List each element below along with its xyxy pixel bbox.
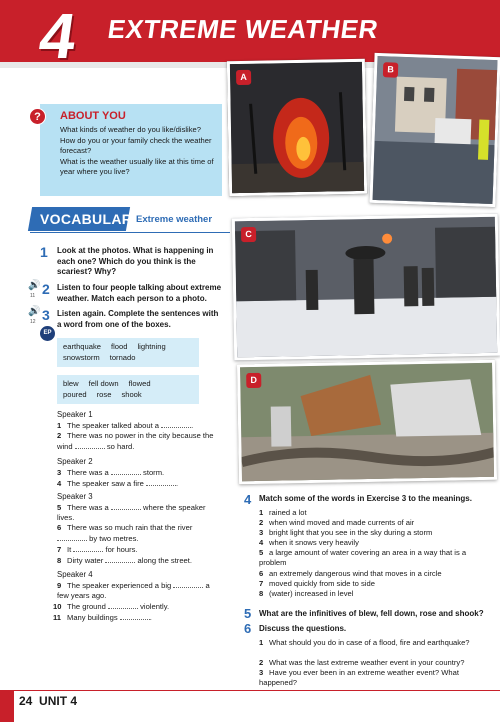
flood-image <box>372 56 500 207</box>
sentence: 7 It for hours. <box>57 545 138 554</box>
word-box-nouns <box>57 338 199 367</box>
photo-a <box>227 59 367 196</box>
question-icon: ? <box>29 108 46 125</box>
exercise-5-number: 5 <box>244 606 252 621</box>
photo-c <box>232 214 500 361</box>
snowstorm-image <box>235 217 500 361</box>
sentence: 2 There was no power in the city because the wind so hard. <box>57 431 214 451</box>
word: snowstorm <box>63 352 100 362</box>
audio-icon[interactable]: 🔊 <box>28 280 41 291</box>
photo-b <box>369 53 500 207</box>
meaning-item: 7 moved quickly from side to side <box>259 579 375 588</box>
word: blew <box>63 379 79 388</box>
exercise-1-number: 1 <box>40 244 48 260</box>
exercise-6-number: 6 <box>244 621 252 636</box>
speaker-heading: Speaker 3 <box>57 492 93 501</box>
meaning-item: 2 when wind moved and made currents of air <box>259 518 415 527</box>
photo-label-a: A <box>236 70 251 85</box>
photo-label-b: B <box>383 62 399 78</box>
photo-d <box>237 360 497 484</box>
answer-gap[interactable] <box>108 601 138 609</box>
answer-gap[interactable] <box>75 441 105 449</box>
unit-number: 4 <box>34 0 81 72</box>
about-you-questions <box>60 125 220 178</box>
about-question: What is the weather usually like at this time of year where you live? <box>60 156 214 176</box>
exercise-3-number: 3 <box>42 307 50 323</box>
discussion-question: 3 Have you ever been in an extreme weather event? What happened? <box>259 668 459 687</box>
discussion-question: 2 What was the last extreme weather event in your country? <box>259 658 465 667</box>
page-number: 24 <box>19 694 33 708</box>
sentence: 3 There was a storm. <box>57 468 165 477</box>
sentence: 4 The speaker saw a fire . <box>57 479 179 488</box>
extra-practice-badge: EP <box>40 326 55 341</box>
vocabulary-rule <box>30 232 230 233</box>
meaning-item: 8 (water) increased in level <box>259 589 354 598</box>
speaker-heading: Speaker 2 <box>57 457 93 466</box>
sentence: 5 There was a where the speaker lives. <box>57 503 206 522</box>
audio-icon[interactable]: 🔊 <box>28 306 41 317</box>
photo-label-c: C <box>241 227 256 242</box>
speaker-heading: Speaker 1 <box>57 410 93 419</box>
meaning-item: 3 bright light that you see in the sky during a storm <box>259 528 433 537</box>
exercise-4-text: Match some of the words in Exercise 3 to the meanings. <box>259 494 472 503</box>
about-question: What kinds of weather do you like/dislike? <box>60 125 201 134</box>
answer-gap[interactable] <box>57 533 87 541</box>
word: fell down <box>88 379 119 388</box>
exercise-5-text: What are the infinitives of blew, fell down, rose and shook? <box>259 609 484 618</box>
answer-gap[interactable] <box>161 420 191 428</box>
sentence: 10 The ground violently. <box>53 602 170 611</box>
exercise-1-text: Look at the photos. What is happening in each one? Which do you think is the scariest? Why? <box>57 246 214 276</box>
discussion-question: 1 What should you do in case of a flood, fire and earthquake? <box>259 638 470 647</box>
vocabulary-label: VOCABULARY <box>40 211 142 227</box>
sentence: 1 The speaker talked about a . <box>57 421 194 430</box>
word-box-verbs <box>57 375 199 404</box>
sentence: 8 Dirty water along the street. <box>57 556 193 565</box>
exercise-2-text: Listen to four people talking about extreme weather. Match each person to a photo. <box>57 283 222 303</box>
meaning-item: 6 an extremely dangerous wind that moves in a circle <box>259 569 442 578</box>
about-you-title: ABOUT YOU <box>60 110 126 122</box>
vocabulary-subtitle: Extreme weather <box>136 214 213 225</box>
word: shook <box>121 389 142 399</box>
word: earthquake <box>63 342 101 351</box>
meaning-item: 5 a large amount of water covering an area in a way that is a problem <box>259 548 467 567</box>
page-footer <box>19 694 77 708</box>
word: poured <box>63 389 87 399</box>
track-number: 12 <box>30 319 36 325</box>
answer-gap[interactable] <box>105 555 135 563</box>
meaning-item: 4 when it snows very heavily <box>259 538 359 547</box>
answer-gap[interactable] <box>120 612 150 620</box>
footer-unit: UNIT 4 <box>39 694 78 708</box>
footer-rule <box>14 690 500 691</box>
photo-label-d: D <box>246 373 261 388</box>
meaning-item: 1 rained a lot <box>259 508 307 517</box>
sentence: 11 Many buildings . <box>53 613 152 622</box>
sentence: 6 There was so much rain that the river by two metres. <box>57 523 193 543</box>
answer-gap[interactable] <box>146 478 176 486</box>
answer-gap[interactable] <box>111 502 141 510</box>
sentence: 9 The speaker experienced a big a few years ago. <box>57 581 210 600</box>
exercise-2-number: 2 <box>42 281 50 297</box>
exercise-4-number: 4 <box>244 492 252 507</box>
word: rose <box>96 389 112 399</box>
answer-gap[interactable] <box>111 467 141 475</box>
footer-bar <box>0 690 14 722</box>
exercise-6-text: Discuss the questions. <box>259 624 347 633</box>
word: lightning <box>137 342 166 351</box>
earthquake-image <box>240 363 497 485</box>
answer-gap[interactable] <box>73 544 103 552</box>
exercise-3-text: Listen again. Complete the sentences with a word from one of the boxes. <box>57 309 219 329</box>
unit-title: EXTREME WEATHER <box>105 14 381 44</box>
about-question: How do you or your family check the weather forecast? <box>60 135 212 155</box>
speaker-heading: Speaker 4 <box>57 570 93 579</box>
word: flowed <box>128 379 151 388</box>
word: flood <box>111 342 128 351</box>
track-number: 11 <box>30 293 36 299</box>
answer-gap[interactable] <box>173 580 203 588</box>
word: tornado <box>109 352 136 362</box>
